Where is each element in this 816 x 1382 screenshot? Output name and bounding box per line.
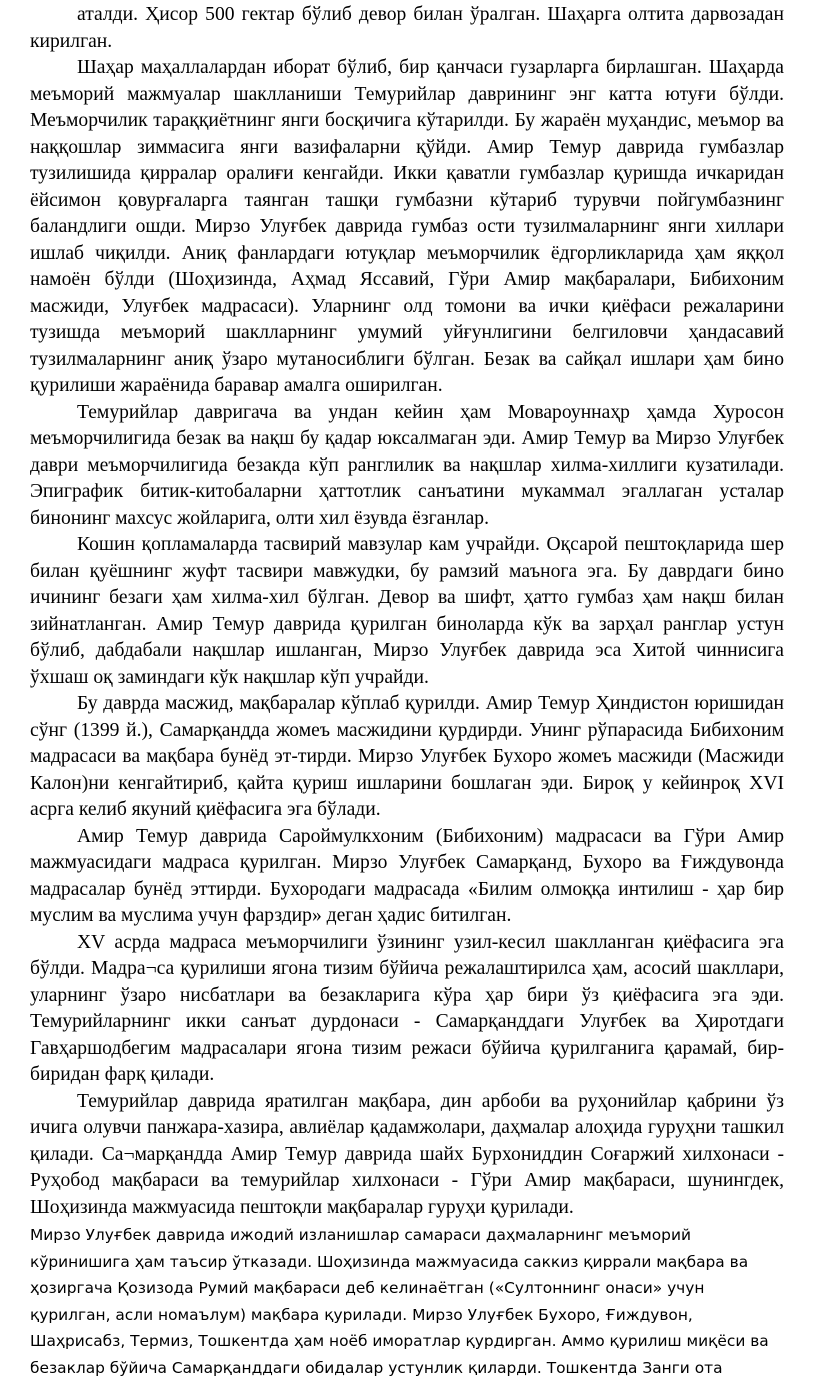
- paragraph-madrasas: Амир Темур даврида Сароймулкхоним (Бибихоним) мадрасаси ва Гўри Амир мажмуасидаги мадраса қурилган. Мирзо Улуғбек Самарқанд, Бухоро ва Ғиждувонда мадрасалар бунёд эттирди. Бухородаги мадрасада «Билим олмоққа интилиш - ҳар бир муслим ва муслима учун фарздир» деган ҳадис битилган.: [30, 825, 784, 926]
- paragraph-decoration: Темурийлар давригача ва ундан кейин ҳам Мовароуннаҳр ҳамда Хуросон меъморчилигида безак ва нақш бу қадар юксалмаган эди. Амир Темур ва Мирзо Улуғбек даври меъморчилигида безакда кўп ранглилик ва нақшлар хилма-хиллиги кузатилади. Эпиграфик битик-китобаларни ҳаттотлик санъатини мукаммал эгаллаган усталар бинонинг махсус жойларига, олти хил ёзувда ёзганлар.: [30, 401, 784, 529]
- paragraph-mausoleums: Темурийлар даврида яратилган мақбара, дин арбоби ва руҳонийлар қабрини ўз ичига олувчи панжара-хазира, авлиёлар қадамжолари, даҳмалар алоҳида гуруҳни ташкил қилади. Са¬марқандда Амир Темур даврида шайх Бурхониддин Соғаржий хилхонаси - Руҳобод мақбараси ва темурийлар хилхонаси - Гўри Амир мақбараси, шунингдек, Шоҳизинда мажмуасида пештоқли мақбаралар гуруҳи қурилади.: [30, 1090, 784, 1218]
- document-body: [30, 2, 784, 1221]
- document-body-continued: [30, 1222, 784, 1382]
- paragraph-xv-century: XV асрда мадраса меъморчилиги ўзининг узил-кесил шаклланган қиёфасига эга бўлди. Мадра¬са қурилиши ягона тизим бўйича режалаштирилса ҳам, асосий шакллари, уларнинг ўзаро нисбатлари ва безакларига кўра ҳар бири ўз қиёфасига эга эди. Темурийларнинг икки санъат дурдонаси - Самарқанддаги Улуғбек ва Ҳиротдаги Гавҳаршодбегим мадрасалари ягона тизим режаси бўйича қурилганига қарамай, бир-биридан фарқ қилади.: [30, 931, 784, 1085]
- paragraph-ulugbek-mausoleums: Мирзо Улуғбек даврида ижодий изланишлар самараси даҳмаларнинг меъморий кўринишига ҳам таъсир ўтказади. Шоҳизинда мажмуасида саккиз қиррали мақбара ва ҳозиргача Қозизода Румий мақбараси деб келинаётган («Султоннинг онаси» учун қурилган, асли номаълум) мақбара қурилади. Мирзо Улуғбек Бухоро, Ғиждувон, Шаҳрисабз, Термиз, Тошкентда ҳам ноёб иморатлар қурдирган. Аммо қурилиш миқёси ва безаклар бўйича Самарқанддаги обидалар устунлик қиларди. Тошкентда Занги ота: [30, 1226, 769, 1377]
- paragraph-mosques: Бу даврда масжид, мақбаралар кўплаб қурилди. Амир Темур Ҳиндистон юришидан сўнг (1399 й.), Самарқандда жомеъ масжидини қурдирди. Унинг рўпарасида Бибихоним мадрасаси ва мақбара бунёд эт-тирди. Мирзо Улуғбек Бухоро жомеъ масжиди (Масжиди Калон)ни кенгайтириб, қайта қуриш ишларини бошлаган эди. Бироқ у кейинроқ XVI асрга келиб якуний қиёфасига эга бўлади.: [30, 693, 784, 820]
- paragraph-tile-cladding: Кошин қопламаларда тасвирий мавзулар кам учрайди. Оқсарой пештоқларида шер билан қуёшнинг жуфт тасвири мавжудки, бу рамзий маънога эга. Бу даврдаги бино ичининг безаги ҳам хилма-хил бўлган. Девор ва шифт, ҳатто гумбаз ҳам нақш билан зийнатланган. Амир Темур даврида қурилган биноларда кўк ва зарҳал ранглар устун бўлиб, дабдабали нақшлар ишланган, Мирзо Улуғбек даврида эса Хитой чиннисига ўхшаш оқ заминдаги кўк нақшлар кўп учрайди.: [30, 534, 784, 688]
- paragraph-city-ensembles: Шаҳар маҳаллалардан иборат бўлиб, бир қанчаси гузарларга бирлашган. Шаҳарда меъморий мажмуалар шаклланиши Темурийлар даврининг энг катта ютуғи бўлди. Меъморчилик тараққиётнинг янги босқичига кўтарилди. Бу жараён муҳандис, меъмор ва наққошлар зиммасига янги вазифаларни қўйди. Амир Темур даврида гумбазлар тузилишида қирралар оралиғи кенгайди. Икки қаватли гумбазлар қуришда ичкаридан ёйсимон қовурғаларга таянган ташқи гумбазни кўтариб турувчи пойгумбазнинг баландлиги ошди. Мирзо Улуғбек даврида гумбаз ости тузилмаларнинг янги хиллари ишлаб чиқилди. Аниқ фанлардаги ютуқлар меъморчилик ёдгорликларида ҳам яққол намоён бўлди (Шоҳизинда, Аҳмад Яссавий, Гўри Амир мақбаралари, Бибихоним масжиди, Улуғбек мадрасаси). Уларнинг олд томони ва ички қиёфаси режаларини тузишда меъморий шаклларнинг умумий уйғунлигини белгиловчи ҳандасавий тузилмаларнинг аниқ ўзаро мутаносиблиги бўлган. Безак ва сайқал ишлари ҳам бино қурилиши жараёнида баравар амалга оширилган.: [30, 57, 784, 396]
- paragraph-hisor-walls: аталди. Ҳисор 500 гектар бўлиб девор билан ўралган. Шаҳарга олтита дарвозадан кирилган.: [30, 4, 784, 52]
